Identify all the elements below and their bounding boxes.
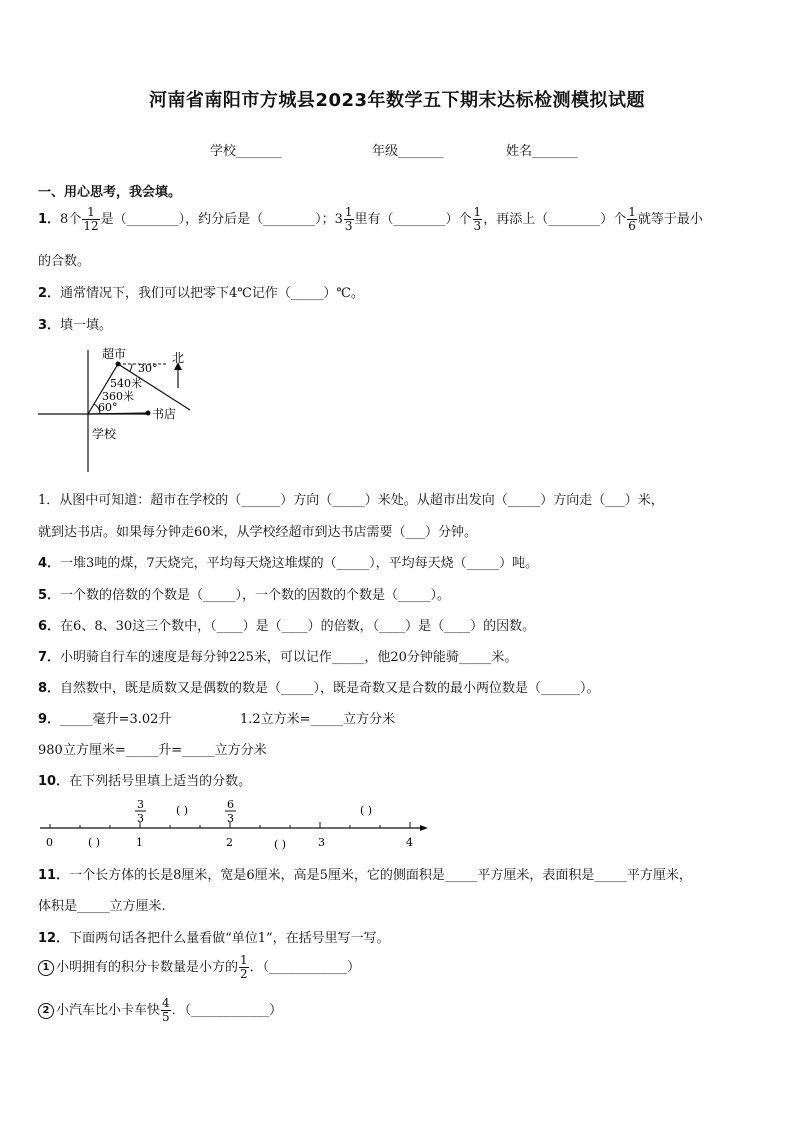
answer-blank-above[interactable]: ( ): [360, 804, 373, 817]
question-number: 12．: [38, 931, 70, 946]
q9-part-b: 1.2立方米=_____立方分米: [240, 712, 396, 727]
numerator: 4: [162, 996, 170, 1010]
answer-blank-below[interactable]: ( ): [274, 838, 287, 851]
question-text: 一个长方体的长是8厘米，宽是6厘米，高是5厘米，它的侧面积是_____平方厘米，表面积是_____平方厘米，: [69, 868, 692, 883]
answer-blank-below[interactable]: ( ): [88, 836, 101, 849]
q3-sub1-line-1: 1．从图中可知道：超市在学校的（______）方向（_____）米处。从超市出发向（_____）方向走（___）米，: [38, 493, 664, 508]
tick-label-1: 1: [136, 836, 143, 849]
numerator: 1: [344, 205, 353, 219]
numerator: 1: [82, 206, 99, 220]
question-text: 一个数的倍数的个数是（_____），一个数的因数的个数是（_____）。: [60, 588, 451, 603]
question-number: 2．: [38, 286, 61, 301]
fraction: [473, 206, 483, 233]
fraction: [239, 954, 249, 981]
numerator: 1: [473, 205, 482, 219]
question-text: 一堆3吨的煤，7天烧完，平均每天烧这堆煤的（_____），平均每天烧（_____）吨。: [60, 556, 539, 571]
denominator: 2: [240, 967, 248, 981]
question-11: [38, 864, 692, 883]
tick-label-3: 3: [318, 836, 325, 849]
q9-part-c: 980立方厘米=_____升=_____立方分米: [38, 743, 267, 758]
supermarket-label: 超市: [102, 347, 127, 361]
q12-item-2-text: 小汽车比小卡车快: [56, 1003, 161, 1018]
q12-item-1-blank[interactable]: ．（____________）: [249, 960, 361, 975]
q12-item-2-blank[interactable]: ．（____________）: [171, 1003, 283, 1018]
page-title: 河南省南阳市方城县2023年数学五下期末达标检测模拟试题: [148, 90, 646, 111]
distance-540-label: 540米: [110, 377, 142, 390]
angle-60-label: 60°: [98, 401, 118, 414]
question-3: [38, 314, 112, 333]
question-text: 自然数中，既是质数又是偶数的数是（_____），既是奇数又是合数的最小两位数是（______）。: [60, 681, 600, 696]
denominator: 3: [344, 219, 353, 233]
circled-number-1: 1: [38, 960, 54, 976]
q12-item-1: [38, 954, 360, 981]
question-number: 11．: [38, 868, 70, 883]
q1-line-2: 的合数。: [38, 254, 91, 269]
school-field[interactable]: 学校_______: [210, 144, 282, 159]
q12-item-2: [38, 997, 282, 1024]
school-label: 学校: [92, 427, 117, 441]
question-2: [38, 282, 364, 301]
numerator: 1: [628, 205, 636, 219]
tick-label-2: 2: [226, 836, 233, 849]
q11-line-2: 体积是_____立方厘米.: [38, 899, 166, 914]
question-number: 7．: [38, 650, 61, 665]
north-label: 北: [172, 351, 185, 365]
fraction: [161, 997, 171, 1024]
question-7: [38, 646, 517, 665]
question-6: [38, 615, 535, 634]
bookstore-dot: [146, 411, 151, 416]
question-5: [38, 584, 450, 603]
q9-part-a: _____毫升=3.02升: [60, 712, 172, 727]
question-number: 8．: [38, 681, 61, 696]
supermarket-dot: [116, 362, 121, 367]
question-8: [38, 677, 600, 696]
question-number: 3．: [38, 318, 61, 333]
name-field[interactable]: 姓名_______: [506, 144, 578, 159]
number-line: [36, 796, 436, 852]
fraction-numerator: 3: [137, 798, 144, 811]
question-number: 9．: [38, 712, 61, 727]
q3-sub1-line-2: 就到达书店。如果每分钟走60米，从学校经超市到达书店需要（___）分钟。: [38, 525, 478, 540]
q1-text-e: 就等于最小: [637, 212, 703, 227]
tick-label-0: 0: [46, 836, 53, 849]
answer-blank-above[interactable]: ( ): [176, 804, 189, 817]
fraction-denominator: 3: [227, 812, 234, 825]
denominator: 5: [162, 1010, 170, 1024]
question-text: 通常情况下，我们可以把零下4℃记作（_____）℃。: [60, 286, 364, 301]
number-line-arrow: [420, 825, 428, 831]
circled-number-2: 2: [38, 1003, 54, 1019]
question-9: [38, 708, 171, 727]
grade-field[interactable]: 年级_______: [372, 144, 444, 159]
fraction: [344, 206, 354, 233]
question-1: [38, 206, 703, 233]
q1-text-b: 是（________），约分后是（________）；3: [100, 212, 343, 227]
question-number: 1．: [38, 212, 61, 227]
question-10: [38, 770, 251, 789]
q12-item-1-text: 小明拥有的积分卡数量是小方的: [56, 960, 239, 975]
angle-30-label: 30°: [138, 362, 158, 375]
q1-text-d: ，再添上（________）个: [483, 212, 627, 227]
distance-360-label: 360米: [102, 390, 134, 403]
fraction: [627, 206, 637, 233]
question-4: [38, 552, 538, 571]
question-text: 在下列括号里填上适当的分数。: [69, 774, 252, 789]
fraction-numerator: 6: [227, 798, 234, 811]
question-number: 10．: [38, 774, 70, 789]
q1-text-a: 8个: [60, 212, 82, 227]
fraction-denominator: 3: [137, 812, 144, 825]
section-heading: 一、用心思考，我会填。: [38, 185, 182, 200]
question-number: 5．: [38, 588, 61, 603]
bookstore-label: 书店: [152, 407, 177, 421]
denominator: 12: [83, 219, 99, 233]
location-map: [30, 340, 230, 475]
question-text: 下面两句话各把什么量看做“单位1”，在括号里写一写。: [69, 931, 390, 946]
denominator: 6: [628, 219, 636, 233]
angle-30-arc: [130, 364, 132, 371]
question-12: [38, 927, 390, 946]
fraction: [82, 206, 99, 233]
denominator: 3: [473, 219, 482, 233]
question-text: 小明骑自行车的速度是每分钟225米，可以记作_____，他20分钟能骑_____米。: [60, 650, 518, 665]
numerator: 1: [240, 953, 248, 967]
q1-text-c: 里有（________）个: [354, 212, 472, 227]
question-number: 4．: [38, 556, 61, 571]
question-text: 填一填。: [60, 318, 113, 333]
tick-label-4: 4: [406, 836, 413, 849]
question-text: 在6、8、30这三个数中，（____）是（____）的倍数，（____）是（____）的因数。: [60, 619, 536, 634]
question-number: 6．: [38, 619, 61, 634]
